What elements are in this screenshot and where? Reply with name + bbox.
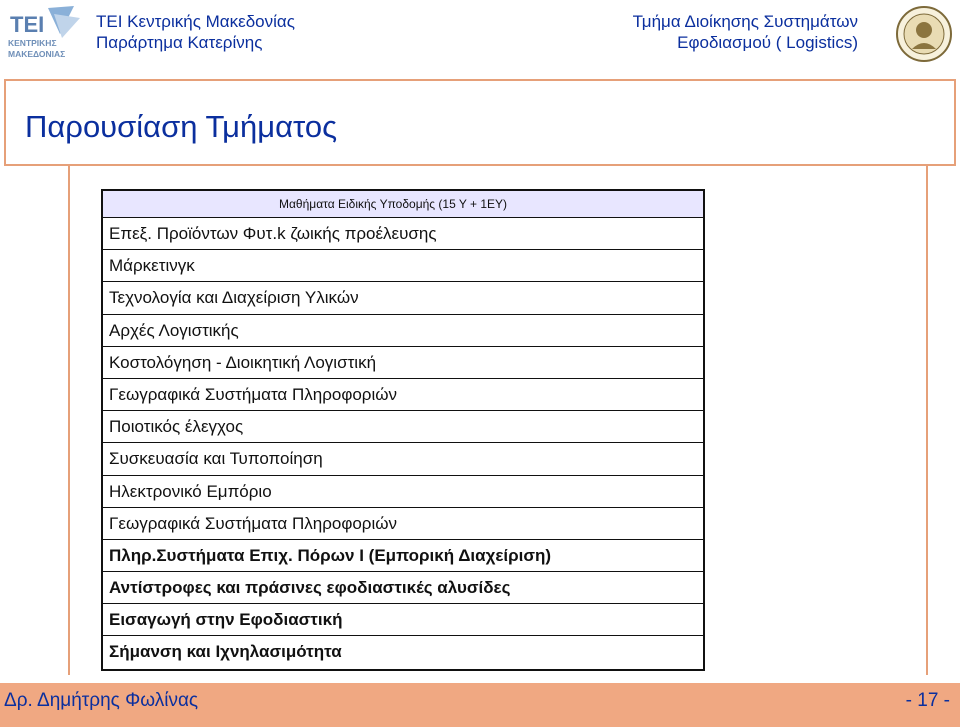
table-row: Γεωγραφικά Συστήματα Πληροφοριών — [103, 508, 703, 540]
page-number: - 17 - — [905, 690, 950, 711]
table-row: Μάρκετινγκ — [103, 250, 703, 282]
table-row: Πληρ.Συστήματα Επιχ. Πόρων Ι (Εμπορική Διαχείριση) — [103, 540, 703, 572]
slide-title: Παρουσίαση Τμήματος — [25, 109, 338, 144]
table-row: Σήμανση και Ιχνηλασιμότητα — [109, 642, 342, 662]
logo-caption-2: ΜΑΚΕΔΟΝΙΑΣ — [8, 49, 66, 59]
table-row: Ηλεκτρονικό Εμπόριο — [103, 476, 703, 508]
institution-name: ΤΕΙ Κεντρικής Μακεδονίας — [96, 12, 295, 31]
title-box — [4, 79, 956, 166]
table-row: Κοστολόγηση - Διοικητική Λογιστική — [103, 347, 703, 379]
institution-block — [96, 11, 295, 53]
logo-mark: TEI — [10, 12, 45, 37]
logo-caption-1: ΚΕΝΤΡΙΚΗΣ — [8, 38, 57, 48]
department-name: Τμήμα Διοίκησης Συστημάτων — [632, 12, 858, 31]
frame-left-line — [68, 166, 70, 675]
department-subtitle: Εφοδιασμού ( Logistics) — [677, 33, 858, 52]
branch-name: Παράρτημα Κατερίνης — [96, 33, 263, 52]
table-row: Αντίστροφες και πράσινες εφοδιαστικές αλυσίδες — [103, 572, 703, 604]
table-header-label: Μαθήματα Ειδικής Υποδομής (15 Υ + 1ΕΥ) — [279, 197, 508, 211]
slide-footer — [0, 683, 960, 727]
table-row: Ποιοτικός έλεγχος — [103, 411, 703, 443]
courses-table — [101, 189, 705, 671]
frame-right-line — [926, 166, 928, 675]
table-row: Επεξ. Προϊόντων Φυτ.k ζωικής προέλευσης — [103, 218, 703, 250]
author-name: Δρ. Δημήτρης Φωλίνας — [4, 690, 199, 711]
table-row: Εισαγωγή στην Εφοδιαστική — [103, 604, 703, 636]
slide-header — [0, 0, 960, 70]
seal-logo — [893, 5, 955, 63]
table-header — [103, 191, 703, 218]
table-row: Αρχές Λογιστικής — [103, 315, 703, 347]
table-row: Γεωγραφικά Συστήματα Πληροφοριών — [103, 379, 703, 411]
table-row: Συσκευασία και Τυποποίηση — [103, 443, 703, 475]
department-block — [633, 11, 858, 53]
table-row: Τεχνολογία και Διαχείριση Υλικών — [103, 282, 703, 314]
tei-logo — [4, 4, 82, 62]
